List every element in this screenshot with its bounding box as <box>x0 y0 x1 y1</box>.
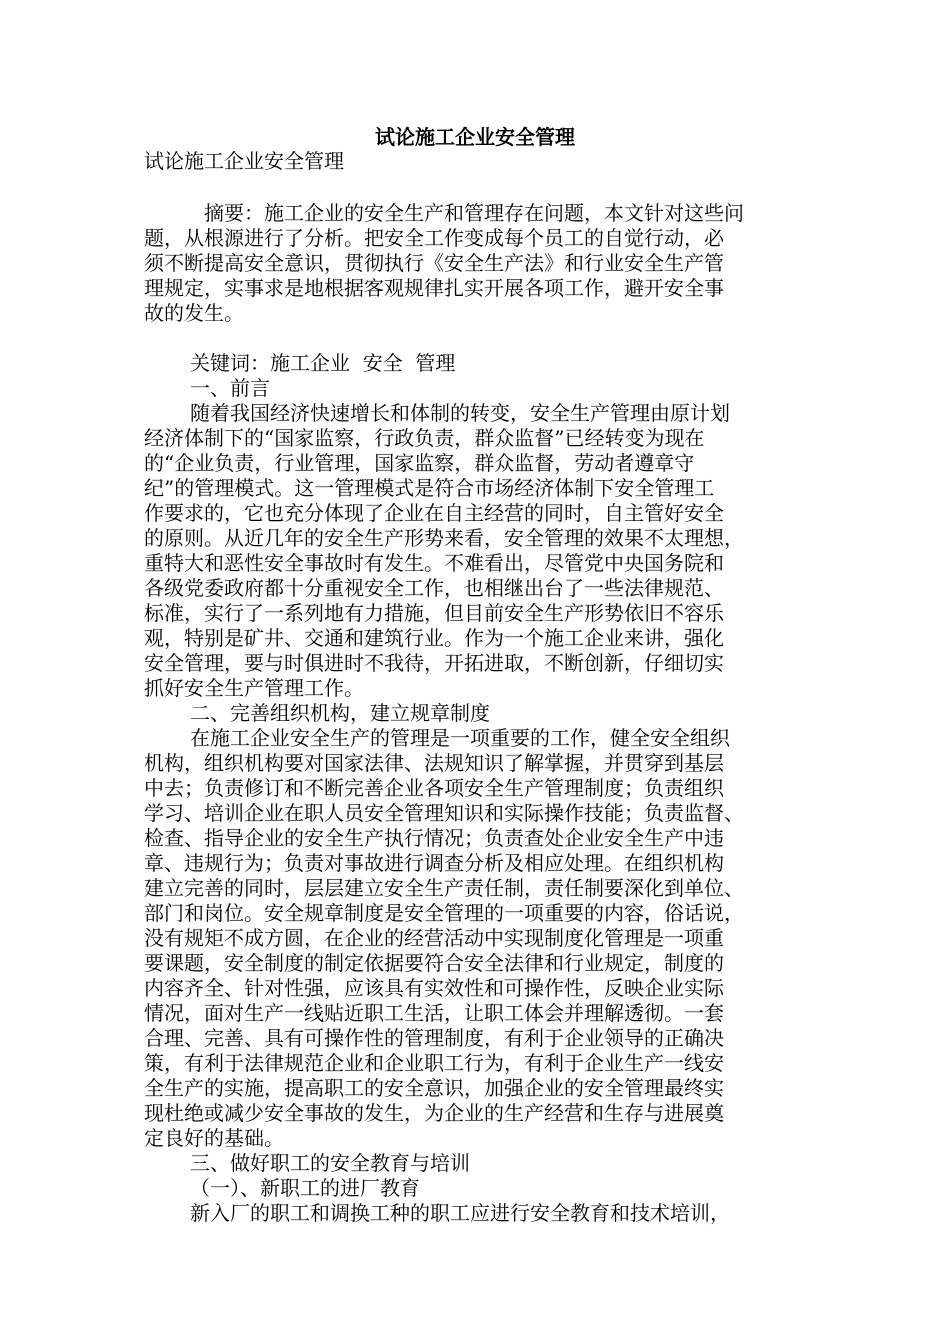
section-1-line-1: 随着我国经济快速增长和体制的转变，安全生产管理由原计划 <box>190 401 730 425</box>
section-1-line-12: 抓好安全生产管理工作。 <box>144 676 364 700</box>
section-2-heading: 二、完善组织机构，建立规章制度 <box>190 701 490 725</box>
abstract-line-3: 须不断提高安全意识，贯彻执行《安全生产法》和行业安全生产管 <box>144 251 724 275</box>
section-2-line-7: 建立完善的同时，层层建立安全生产责任制，责任制要深化到单位、 <box>144 876 744 900</box>
section-2-line-5: 检查、指导企业的安全生产执行情况；负责查处企业安全生产中违 <box>144 826 724 850</box>
section-1-heading: 一、前言 <box>190 376 270 400</box>
section-2-line-15: 全生产的实施，提高职工的安全意识，加强企业的安全管理最终实 <box>144 1076 724 1100</box>
abstract-line-1: 摘要：施工企业的安全生产和管理存在问题，本文针对这些问 <box>204 201 744 225</box>
section-1-line-5: 作要求的，它也充分体现了企业在自主经营的同时，自主管好安全 <box>144 501 724 525</box>
section-2-line-3: 中去；负责修订和不断完善企业各项安全生产管理制度；负责组织 <box>144 776 724 800</box>
document-title: 试论施工企业安全管理 <box>375 125 575 149</box>
section-1-line-7: 重特大和恶性安全事故时有发生。不难看出，尽管党中央国务院和 <box>144 551 724 575</box>
abstract-line-5: 故的发生。 <box>144 301 244 325</box>
section-1-line-4: 纪”的管理模式。这一管理模式是符合市场经济体制下安全管理工 <box>144 476 715 500</box>
section-1-line-2: 经济体制下的“国家监察，行政负责，群众监督”已经转变为现在 <box>144 426 705 450</box>
section-1-line-6: 的原则。从近几年的安全生产形势来看，安全管理的效果不太理想， <box>144 526 744 550</box>
section-2-line-14: 策，有利于法律规范企业和企业职工行为，有利于企业生产一线安 <box>144 1051 724 1075</box>
section-2-line-6: 章、违规行为；负责对事故进行调查分析及相应处理。在组织机构 <box>144 851 724 875</box>
keywords-line: 关键词：施工企业 安全 管理 <box>190 351 456 375</box>
section-3-sub-1-heading: （一）、新职工的进厂教育 <box>190 1176 420 1200</box>
section-3-sub-1-line-1: 新入厂的职工和调换工种的职工应进行安全教育和技术培训， <box>190 1201 730 1225</box>
section-2-line-1: 在施工企业安全生产的管理是一项重要的工作，健全安全组织 <box>190 726 730 750</box>
section-2-line-10: 要课题，安全制度的制定依据要符合安全法律和行业规定，制度的 <box>144 951 724 975</box>
section-1-line-11: 安全管理，要与时俱进时不我待，开拓进取，不断创新，仔细切实 <box>144 651 724 675</box>
section-1-line-10: 观，特别是矿井、交通和建筑行业。作为一个施工企业来讲，强化 <box>144 626 724 650</box>
section-3-heading: 三、做好职工的安全教育与培训 <box>190 1151 470 1175</box>
section-2-line-16: 现杜绝或减少安全事故的发生，为企业的生产经营和生存与进展奠 <box>144 1101 724 1125</box>
section-1-line-9: 标准，实行了一系列地有力措施，但目前安全生产形势依旧不容乐 <box>144 601 724 625</box>
section-2-line-11: 内容齐全、针对性强，应该具有实效性和可操作性，反映企业实际 <box>144 976 724 1000</box>
abstract-line-4: 理规定，实事求是地根据客观规律扎实开展各项工作，避开安全事 <box>144 276 724 300</box>
section-2-line-12: 情况，面对生产一线贴近职工生活，让职工体会并理解透彻。一套 <box>144 1001 724 1025</box>
section-2-line-4: 学习、培训企业在职人员安全管理知识和实际操作技能；负责监督、 <box>144 801 744 825</box>
section-2-line-13: 合理、完善、具有可操作性的管理制度，有利于企业领导的正确决 <box>144 1026 724 1050</box>
abstract-line-2: 题，从根源进行了分析。把安全工作变成每个员工的自觉行动，必 <box>144 226 724 250</box>
section-1-line-3: 的“企业负责，行业管理，国家监察，群众监督，劳动者遵章守 <box>144 451 695 475</box>
section-2-line-8: 部门和岗位。安全规章制度是安全管理的一项重要的内容，俗话说， <box>144 901 744 925</box>
section-2-line-2: 机构，组织机构要对国家法律、法规知识了解掌握，并贯穿到基层 <box>144 751 724 775</box>
section-2-line-17: 定良好的基础。 <box>144 1126 284 1150</box>
document-subtitle: 试论施工企业安全管理 <box>144 149 344 173</box>
section-1-line-8: 各级党委政府都十分重视安全工作，也相继出台了一些法律规范、 <box>144 576 724 600</box>
section-2-line-9: 没有规矩不成方圆，在企业的经营活动中实现制度化管理是一项重 <box>144 926 724 950</box>
